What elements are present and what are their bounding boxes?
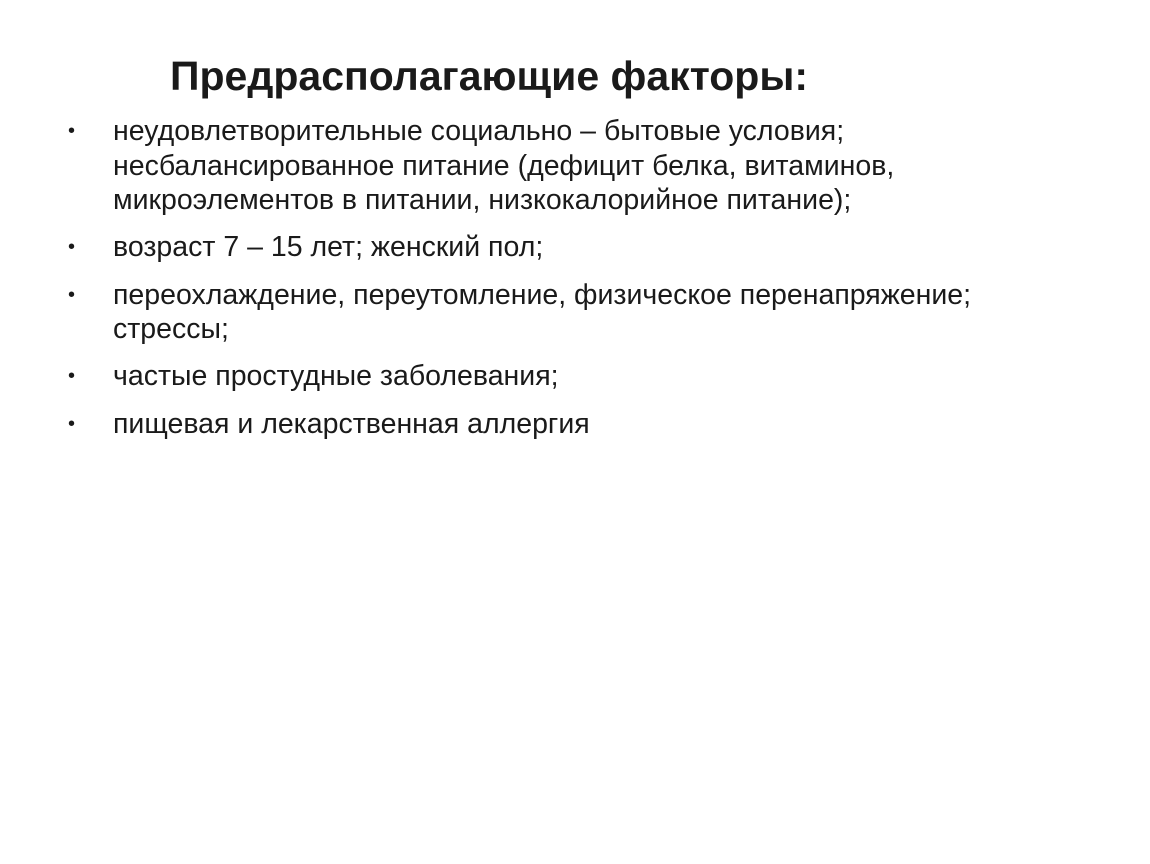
bullet-marker: •	[68, 235, 76, 258]
bullet-marker: •	[68, 412, 76, 435]
list-item-text	[113, 405, 1118, 442]
list-item-line: возраст 7 – 15 лет; женский пол;	[113, 230, 544, 263]
list-item-line: частые простудные заболевания;	[113, 359, 559, 392]
bullet-marker: •	[68, 364, 76, 387]
list-item	[68, 405, 1118, 443]
bullet-list	[68, 112, 1118, 453]
slide-title: Предрасполагающие факторы:	[170, 53, 809, 99]
list-item-text	[113, 276, 1118, 347]
list-item-line: несбалансированное питание (дефицит белка, витаминов,	[113, 149, 895, 182]
list-item	[68, 276, 1118, 347]
list-item-line: пищевая и лекарственная аллергия	[113, 407, 590, 440]
bullet-marker: •	[68, 120, 76, 142]
list-item	[68, 112, 1118, 218]
list-item-text	[113, 228, 1118, 265]
list-item-text	[113, 357, 1118, 394]
bullet-marker: •	[68, 283, 76, 306]
list-item-line: микроэлементов в питании, низкокалорийное питание);	[113, 184, 852, 216]
list-item-line: переохлаждение, переутомление, физическое перенапряжение;	[113, 278, 972, 311]
list-item-line: стрессы;	[113, 313, 229, 345]
list-item-text	[113, 112, 1118, 218]
list-item-line: неудовлетворительные социально – бытовые условия;	[113, 115, 845, 147]
list-item	[68, 228, 1118, 266]
list-item	[68, 357, 1118, 395]
